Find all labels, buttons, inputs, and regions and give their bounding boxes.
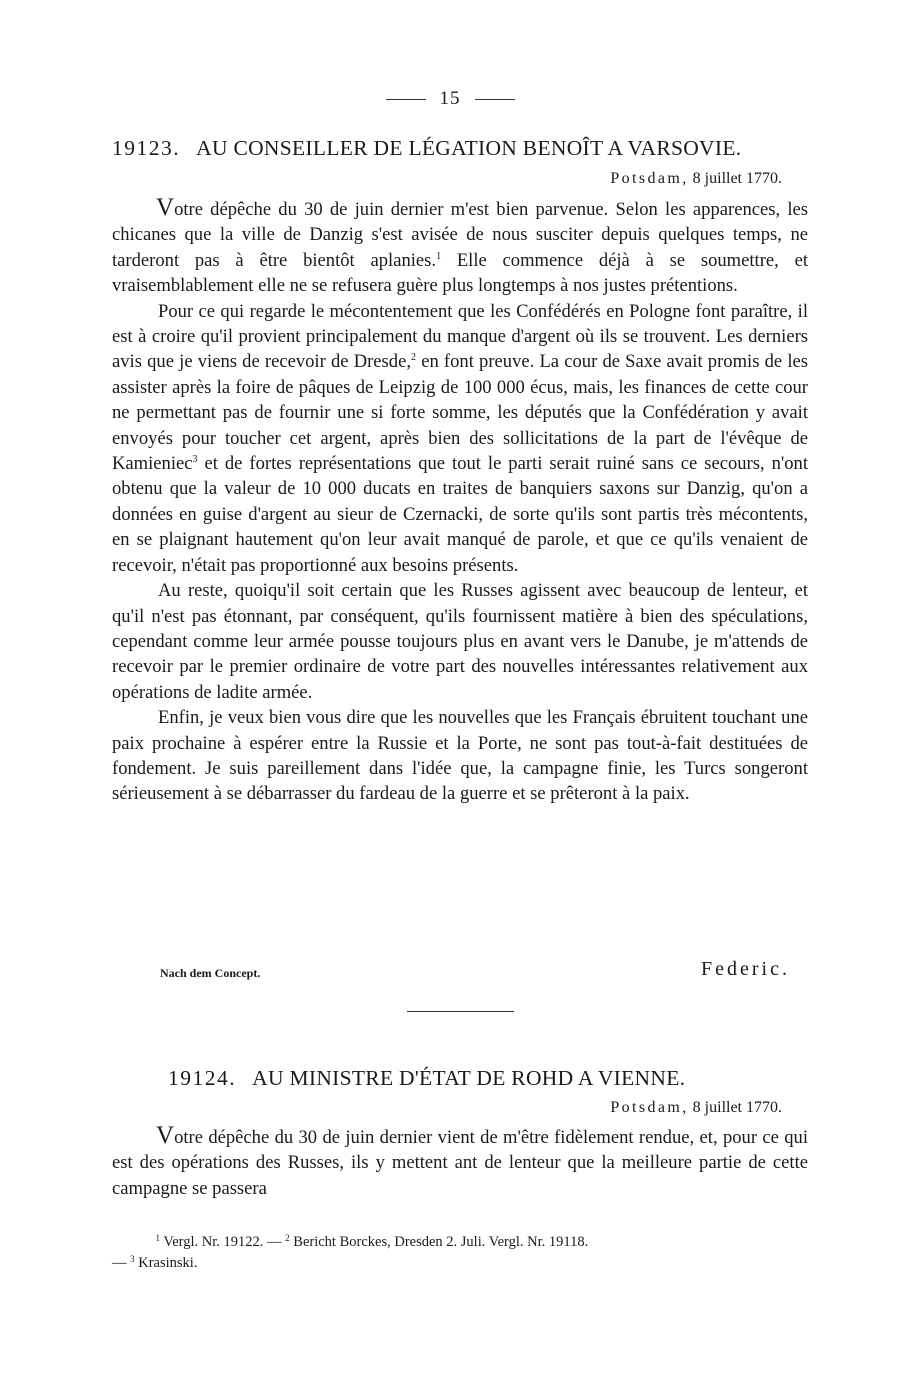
paragraph: Votre dépêche du 30 de juin dernier m'est bien parvenue. Selon les apparences, les chicanes que la ville de Danzig s'est avisée de nous susciter depuis quelques temps, ne tarderont pas à être bientôt aplanies.$^1$ Elle commence déjà à se soumettre, et vraisemblablement elle ne se refusera guère plus longtemps à nos justes prétentions.	[112, 194, 808, 297]
letter-heading: AU CONSEILLER DE LÉGATION BENOÎT A VARSOVIE.	[196, 136, 742, 160]
footnote-1: Vergl. Nr. 19122. —	[163, 1234, 282, 1250]
paragraph: Votre dépêche du 30 de juin dernier vient de m'être fidèlement rendue, et, pour ce qui est des opérations des Russes, ils y mettent ant de lenteur que la meilleure partie de cette campagne se passera	[112, 1122, 808, 1199]
dropcap: V	[156, 1122, 175, 1149]
letter-place: Potsdam,	[610, 1099, 689, 1116]
letter-number: 19123.	[112, 136, 181, 160]
header-dash-left	[386, 99, 426, 100]
footnotes	[112, 1232, 812, 1274]
footnote-mark: 3	[192, 454, 198, 466]
source-note: Nach dem Concept.	[160, 966, 261, 980]
letter-body	[112, 1122, 808, 1201]
letter-heading: AU MINISTRE D'ÉTAT DE ROHD A VIENNE.	[252, 1066, 686, 1090]
page-header	[0, 88, 900, 110]
footnote-2: Bericht Borckes, Dresden 2. Juli. Vergl. Nr. 19118.	[293, 1234, 589, 1250]
footnote-line: — $^3$ Krasinski.	[112, 1254, 198, 1271]
letter-date: 8 juillet 1770.	[692, 170, 782, 187]
header-dash-right	[475, 99, 515, 100]
letter-dateline	[610, 1099, 782, 1117]
dropcap: V	[156, 194, 175, 221]
letter-body	[112, 194, 809, 807]
paragraph: Pour ce qui regarde le mécontentement que les Confédérés en Pologne font paraître, il est à croire qu'il provient principalement du manque d'argent où ils se trouvent. Les derniers avis que je viens de recevoir de Dresde,$^2$ en font preuve. La cour de Saxe avait promis de les assister après la foire de pâques de Leipzig de 100 000 écus, mais, les finances de cette cour ne permettant pas de fournir une si forte somme, les députés que la Confédération y avait envoyés pour toucher cet argent, après bien des sollicitations de la part de l'évêque de Kamieniec$^3$ et de fortes représentations que tout le parti serait ruiné sans ce secours, n'ont obtenu que la valeur de 10 000 ducats en traites de banquiers saxons sur Danzig, qu'on a données en guise d'argent au sieur de Czernacki, de sorte qu'ils sont partis très mécontents, en se plaignant hautement qu'on leur avait manqué de parole, et que ce qu'ils venaient de recevoir, n'était pas proportionné aux besoins présents.	[112, 300, 809, 576]
footnote-3: Krasinski.	[138, 1255, 198, 1271]
letter-title	[168, 1066, 868, 1091]
footnote-line: $^1$ Vergl. Nr. 19122. — $^2$ Bericht Borckes, Dresden 2. Juli. Vergl. Nr. 19118.	[155, 1233, 589, 1250]
letter-place: Potsdam,	[610, 170, 689, 187]
page-number: 15	[439, 88, 461, 109]
letter-dateline	[610, 170, 782, 188]
letter-date: 8 juillet 1770.	[692, 1099, 782, 1116]
letter-number: 19124.	[168, 1066, 237, 1090]
footnote-mark: 2	[411, 352, 416, 364]
section-divider	[407, 1011, 514, 1012]
footnote-mark: 1	[436, 250, 442, 262]
paragraph: Enfin, je veux bien vous dire que les nouvelles que les Français ébruitent touchant une paix prochaine à espérer entre la Russie et la Porte, ne sont pas tout-à-fait destituées de fondement. Je suis pareillement dans l'idée que, la campagne finie, les Turcs songeront sérieusement à se débarrasser du fardeau de la guerre et se prêteront à la paix.	[112, 707, 808, 805]
letter-title	[112, 136, 812, 161]
signature: Federic.	[701, 958, 790, 980]
paragraph: Au reste, quoiqu'il soit certain que les Russes agissent avec beaucoup de lenteur, et qu'il n'est pas étonnant, par conséquent, qu'ils fournissent matière à bien des spéculations, cependant comme leur armée pousse toujours plus en avant vers le Danube, je m'attends de recevoir par le premier ordinaire de votre part des nouvelles intéressantes relativement aux opérations de ladite armée.	[112, 580, 808, 703]
